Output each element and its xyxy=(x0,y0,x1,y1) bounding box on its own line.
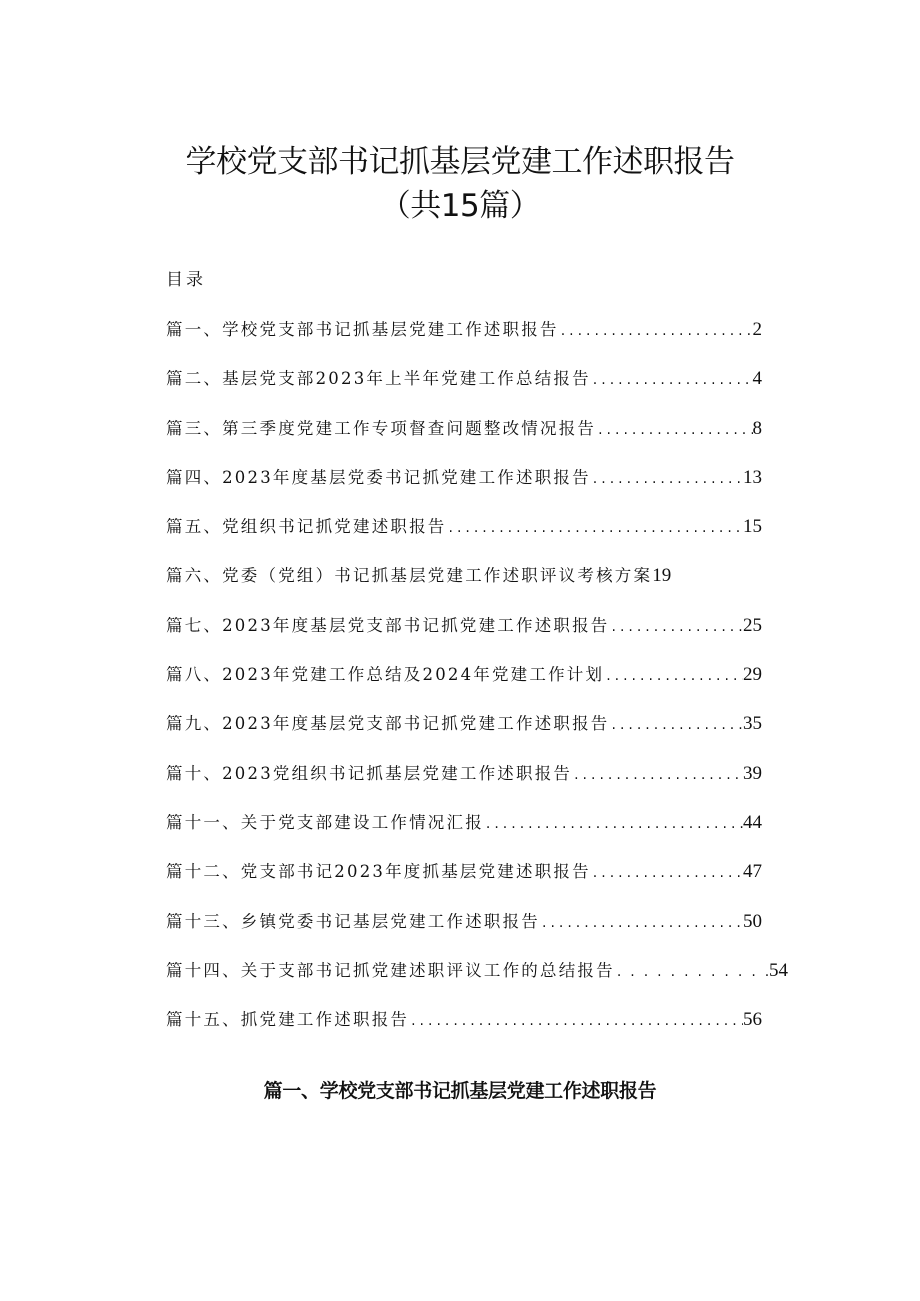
toc-heading: 目录 xyxy=(166,270,206,290)
toc-entry-page: 54 xyxy=(769,959,788,981)
toc-entry-label: 篇十五、抓党建工作述职报告 xyxy=(166,1010,410,1030)
toc-entry[interactable] xyxy=(166,415,762,464)
toc-entry-label: 篇四、2023年度基层党委书记抓党建工作述职报告 xyxy=(166,467,591,487)
toc-leader-dots xyxy=(610,711,744,739)
toc-entry-page: 56 xyxy=(743,1009,762,1031)
toc-entry[interactable] xyxy=(166,562,762,611)
toc-entry-page: 2 xyxy=(752,319,762,340)
toc-entry-label: 篇十二、党支部书记2023年度抓基层党建述职报告 xyxy=(166,862,591,882)
toc-entry[interactable] xyxy=(166,908,762,957)
toc-entry-page: 44 xyxy=(743,811,762,833)
toc-leader-dots xyxy=(591,465,743,493)
toc-entry-label: 篇五、党组织书记抓党建述职报告 xyxy=(166,517,447,537)
toc-entry-label: 篇十四、关于支部书记抓党建述职评议工作的总结报告 xyxy=(166,960,615,980)
toc-entry-label: 篇二、基层党支部2023年上半年党建工作总结报告 xyxy=(166,369,591,389)
toc-entry[interactable] xyxy=(166,760,762,809)
section-heading: 篇一、学校党支部书记抓基层党建工作述职报告 xyxy=(263,1079,657,1102)
toc-entry[interactable] xyxy=(166,316,762,365)
toc-entry-page: 8 xyxy=(752,417,762,439)
toc-entry[interactable] xyxy=(166,464,762,513)
toc-entry[interactable] xyxy=(166,858,762,907)
toc-entry-label: 篇六、党委（党组）书记抓基层党建工作述职评议考核方案 xyxy=(166,566,653,586)
toc-leader-dots xyxy=(559,317,753,345)
table-of-contents xyxy=(166,316,788,1055)
toc-leader-dots xyxy=(572,761,743,789)
toc-leader-dots xyxy=(604,662,743,690)
toc-entry-page: 4 xyxy=(752,368,762,390)
toc-leader-dots xyxy=(484,810,743,838)
toc-entry[interactable] xyxy=(166,365,762,414)
toc-leader-dots xyxy=(610,613,744,641)
toc-entry-label: 篇八、2023年党建工作总结及2024年党建工作计划 xyxy=(166,665,605,685)
toc-entry-page: 19 xyxy=(652,565,672,587)
toc-entry-page: 25 xyxy=(743,614,762,636)
toc-entry-page: 15 xyxy=(743,516,762,538)
toc-entry-page: 50 xyxy=(743,910,762,932)
toc-leader-dots xyxy=(591,859,743,887)
toc-leader-dots xyxy=(591,366,753,394)
toc-entry-label: 篇一、学校党支部书记抓基层党建工作述职报告 xyxy=(166,320,559,339)
toc-entry-page: 13 xyxy=(743,466,762,488)
toc-entry[interactable] xyxy=(166,809,762,858)
toc-leader-dots xyxy=(596,416,752,444)
toc-entry-label: 篇十三、乡镇党委书记基层党建工作述职报告 xyxy=(166,911,540,931)
document-title: 学校党支部书记抓基层党建工作述职报告 xyxy=(185,144,735,180)
toc-entry[interactable] xyxy=(166,710,762,759)
toc-leader-dots xyxy=(540,909,743,937)
toc-entry[interactable] xyxy=(166,957,788,1006)
toc-entry-page: 29 xyxy=(743,664,762,686)
toc-entry[interactable] xyxy=(166,513,762,562)
toc-entry-label: 篇三、第三季度党建工作专项督查问题整改情况报告 xyxy=(166,418,597,438)
toc-leader-dots xyxy=(615,958,769,986)
toc-entry[interactable] xyxy=(166,1006,762,1055)
toc-entry-page: 39 xyxy=(743,762,762,784)
toc-entry-label: 篇十一、关于党支部建设工作情况汇报 xyxy=(166,812,484,832)
toc-entry-label: 篇九、2023年度基层党支部书记抓党建工作述职报告 xyxy=(166,714,610,734)
toc-entry[interactable] xyxy=(166,612,762,661)
toc-leader-dots xyxy=(409,1007,743,1035)
toc-entry-label: 篇十、2023党组织书记抓基层党建工作述职报告 xyxy=(166,763,573,783)
document-subtitle-count: （共15篇） xyxy=(379,188,541,224)
toc-entry[interactable] xyxy=(166,661,762,710)
toc-entry-page: 47 xyxy=(743,861,762,883)
toc-leader-dots xyxy=(447,514,744,542)
toc-entry-label: 篇七、2023年度基层党支部书记抓党建工作述职报告 xyxy=(166,615,610,635)
toc-entry-page: 35 xyxy=(743,713,762,735)
